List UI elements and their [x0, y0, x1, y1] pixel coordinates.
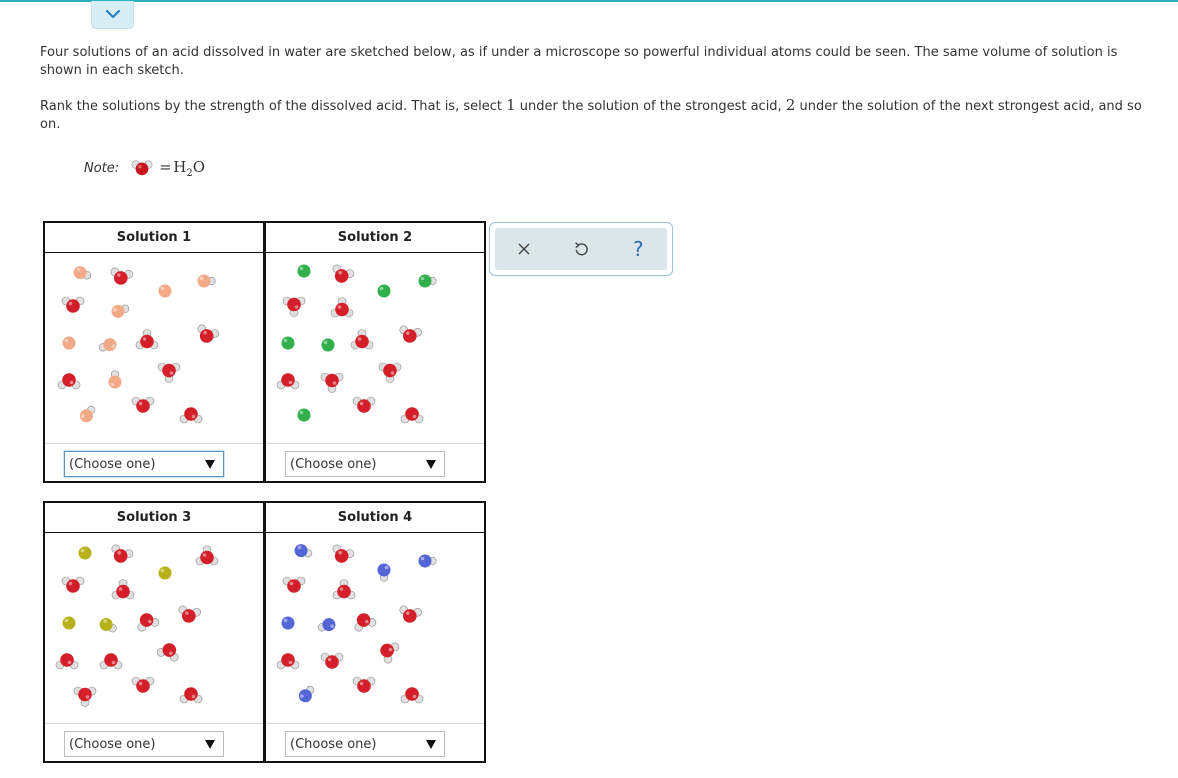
formula-subscript: 2	[186, 167, 193, 179]
hydronium-ion	[110, 578, 136, 604]
water-molecule	[130, 672, 156, 698]
hydronium-ion	[377, 358, 403, 384]
hydronium-ion	[281, 292, 307, 318]
solution-panel-4	[264, 501, 486, 763]
water-molecule	[178, 402, 204, 428]
acid-molecule	[74, 402, 100, 428]
acid-molecule	[192, 268, 218, 294]
rank-select-value: (Choose one)	[290, 736, 377, 752]
anion-particle	[291, 402, 317, 428]
equals-sign: =	[159, 157, 172, 176]
note-label: Note:	[84, 160, 120, 176]
water-molecule	[399, 682, 425, 708]
acid-molecule	[106, 298, 132, 324]
acid-molecule	[413, 268, 439, 294]
undo-icon	[572, 240, 590, 258]
solution-title: Solution 2	[266, 223, 484, 253]
rank-number-two: 2	[785, 96, 796, 114]
water-formula	[159, 158, 205, 179]
anion-particle	[291, 258, 317, 284]
solution-sketch	[266, 253, 484, 443]
solution-footer	[45, 723, 263, 761]
solution-footer	[266, 443, 484, 481]
clear-button[interactable]	[509, 234, 539, 264]
anion-particle	[371, 278, 397, 304]
hydronium-ion	[194, 544, 220, 570]
dropdown-arrow-icon	[426, 460, 436, 469]
water-molecule-icon	[131, 157, 153, 179]
water-molecule	[275, 648, 301, 674]
hydronium-ion	[134, 328, 160, 354]
rank-number-one: 1	[506, 96, 516, 114]
hydronium-ion	[349, 328, 375, 354]
solution-panel-3	[43, 501, 265, 763]
rank-select-3[interactable]	[64, 731, 224, 757]
water-molecule	[54, 648, 80, 674]
acid-molecule	[102, 368, 128, 394]
acid-molecule	[94, 612, 120, 638]
instruction-text: under the solution of the next strongest acid, and so on.	[40, 99, 1142, 132]
solution-title: Solution 1	[45, 223, 263, 253]
water-molecule	[156, 638, 182, 664]
water-molecule	[134, 608, 160, 634]
instruction-text: Rank the solutions by the strength of the dissolved acid. That is, select	[40, 99, 507, 114]
water-molecule	[329, 262, 355, 288]
instruction-paragraph-1: Four solutions of an acid dissolved in water are sketched below, as if under a microscope so powerful individual atoms could be seen. The same volume of solution is shown in each sketch.	[40, 45, 1118, 78]
instruction-text: under the solution of the strongest acid,	[515, 99, 786, 114]
water-molecule	[329, 542, 355, 568]
acid-molecule	[413, 548, 439, 574]
close-icon	[515, 240, 533, 258]
solution-sketch	[45, 533, 263, 723]
rank-select-value: (Choose one)	[69, 736, 156, 752]
water-molecule	[60, 292, 86, 318]
water-molecule	[351, 608, 377, 634]
solution-title: Solution 3	[45, 503, 263, 533]
dropdown-arrow-icon	[205, 460, 215, 469]
answer-action-toolbar	[489, 222, 673, 276]
rank-select-2[interactable]	[285, 451, 445, 477]
water-molecule	[130, 392, 156, 418]
water-molecule	[178, 682, 204, 708]
water-molecule	[56, 368, 82, 394]
chevron-down-icon	[106, 10, 120, 19]
undo-button[interactable]	[566, 234, 596, 264]
water-molecule	[275, 368, 301, 394]
water-molecule	[397, 322, 423, 348]
water-molecule	[176, 602, 202, 628]
rank-select-1[interactable]	[64, 451, 224, 477]
acid-molecule	[96, 332, 122, 358]
solution-footer	[266, 723, 484, 761]
anion-particle	[275, 330, 301, 356]
anion-particle	[275, 610, 301, 636]
water-molecule	[319, 648, 345, 674]
acid-molecule	[289, 538, 315, 564]
anion-particle	[152, 560, 178, 586]
collapse-toggle-button[interactable]	[91, 1, 134, 29]
solution-panel-2	[264, 221, 486, 483]
solution-footer	[45, 443, 263, 481]
action-buttons	[495, 228, 667, 270]
rank-select-value: (Choose one)	[69, 456, 156, 472]
rank-select-value: (Choose one)	[290, 456, 377, 472]
solution-title: Solution 4	[266, 503, 484, 533]
water-molecule	[60, 572, 86, 598]
anion-particle	[56, 610, 82, 636]
anion-particle	[315, 332, 341, 358]
water-molecule	[281, 572, 307, 598]
hydronium-ion	[319, 368, 345, 394]
anion-particle	[72, 540, 98, 566]
anion-particle	[152, 278, 178, 304]
top-accent-rule	[0, 0, 1178, 2]
formula-oxygen: O	[192, 157, 206, 176]
formula-hydrogen: H	[173, 157, 187, 176]
water-molecule	[351, 672, 377, 698]
water-molecule	[194, 322, 220, 348]
water-molecule	[375, 638, 401, 664]
note-legend	[84, 156, 205, 180]
solution-panel-1	[43, 221, 265, 483]
dropdown-arrow-icon	[426, 740, 436, 749]
water-molecule	[399, 402, 425, 428]
hydronium-ion	[72, 682, 98, 708]
acid-molecule	[315, 612, 341, 638]
acid-molecule	[371, 558, 397, 584]
water-molecule	[98, 648, 124, 674]
acid-molecule	[293, 682, 319, 708]
water-molecule	[397, 602, 423, 628]
solution-sketch	[45, 253, 263, 443]
hydronium-ion	[156, 358, 182, 384]
acid-molecule	[68, 260, 94, 286]
help-button[interactable]	[623, 234, 653, 264]
instruction-paragraph-2	[40, 96, 1160, 134]
water-molecule	[108, 264, 134, 290]
water-molecule	[351, 392, 377, 418]
help-icon: ?	[633, 237, 644, 261]
dropdown-arrow-icon	[205, 740, 215, 749]
hydronium-ion	[331, 578, 357, 604]
rank-select-4[interactable]	[285, 731, 445, 757]
solution-sketch	[266, 533, 484, 723]
anion-particle	[56, 330, 82, 356]
water-molecule	[108, 542, 134, 568]
hydronium-ion	[329, 296, 355, 322]
